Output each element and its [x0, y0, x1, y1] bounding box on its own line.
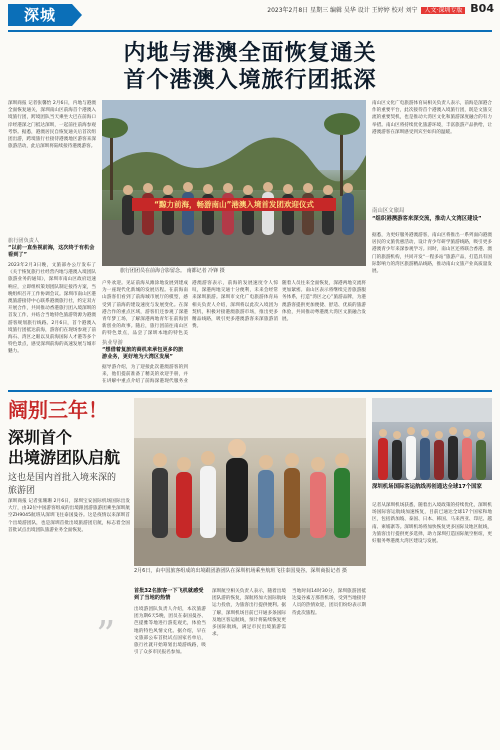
sidebar-head-1: “组织港澳游客来深交流，推动人文湾区建设” — [372, 215, 482, 222]
sidebar-section-1 — [372, 208, 492, 223]
story2-header — [8, 398, 128, 498]
welcome-banner: “黥力前海，畅游南山”港澳入境首发团欢迎仪式 — [132, 198, 336, 211]
story2-col-b: 深圳航空相关负责人表示，随着出境团队游的恢复，深航将加大国际航线运力投放，为旅客出行提供便利。据了解，深圳机场目前已开通多条国际及地区客运航线，预计将陆续恢复更多国际航线，满足市民出境旅游需求。 — [212, 589, 286, 638]
sidebar-photo — [372, 398, 492, 480]
crowd-photo-illustration — [372, 398, 492, 480]
story2-col-c: 当地时间14时30分，深圳旅游团抵达曼谷素万那普机场，受到当地接待人员的热情欢迎，团员们纷纷表示期待此次旅程。 — [292, 589, 366, 616]
group-photo-illustration — [102, 100, 366, 266]
story2-deck-1: 这也是国内首批入境来深的 — [8, 473, 117, 483]
story1-col2: 户外欢迎。见证前海从滩涂地发展到建成为一座现代化新城的发展历程。在前海南山游客们看到了前海城市展厅的模型，感受到了前海的建设速度与发展变化。在深港合作的重点区域，游客们还参观了深港青年梦工场，了解深港两地青年在前海创新创业的故事。随后，旅行团前往南山区的特色景点，品尝了深圳本地的特色美 — [102, 281, 188, 336]
quote-mark-icon: ” — [96, 613, 116, 657]
main-headline — [30, 40, 470, 94]
story1-subhead-1-title: 旅行团负责人 — [8, 238, 40, 244]
story1-subhead-1 — [8, 238, 96, 259]
sidebar-body-2: 据悉，为更好服务港澳游客，南山区将推出一系列面向港澳居民的文旅优惠活动，设计青少年研学旅游线路，吸引更多港澳青少年来深参观学习。同时，南山区还将联合香港、澳门的旅游机构，共同开发“一程多站”旅游产品，打造具有国际影响力的湾区旅游精品线路，推动南山文旅产业高质量发展。 — [372, 233, 492, 275]
edition-badge: 人文·深圳专版 — [421, 7, 465, 14]
story2-title-1: 深圳首个 — [8, 428, 73, 447]
story1-subhead-1-quote: “以前一直坐视前海，这次终于有机会看到了” — [8, 245, 95, 258]
story1-body-1: 2023年2月3日晚，文旅部办公厅发布了《关于恢复旅行社经营内地与港澳入境团队旅游业务的通知》，深圳市南山区政府迅速响应，立即组织策划团队制定接待方案，当晚组织召开工作协调会议。深圳市南山区港澳旅游接待中心联系港澳旅行社，约定双方开展合作，共同推动香港旅行团入境深圳的首发工作，并结合当地特色旅游资源为港澳游客规划旅行线路。2月6日，首个港澳入境旅行团抵达前海，游客们在现场参观了前海石、湾区之眼以及前海国际人才港等多个特色景点，感受深圳前海的高速发展与城市魅力。 — [8, 263, 96, 355]
airport-photo-illustration — [134, 398, 366, 566]
story1-body-2: 据导游介绍，为了迎接此次港澳游客的到来，他们提前准备了精美的欢迎手册，并在讲解中重点介绍了前海深港现代服务业 — [102, 365, 188, 385]
page-number: B04 — [470, 2, 494, 15]
story1-photo-caption: 旅行团团员在前海合影留念。 南都记者 冷锋 摄 — [120, 268, 225, 274]
issue-meta — [267, 2, 494, 15]
headline-line-2: 首个港澳入境旅行团抵深 — [123, 68, 377, 93]
headline-line-1: 内地与港澳全面恢复通关 — [123, 41, 377, 66]
story2-deck-2: 旅游团 — [8, 486, 36, 496]
story2-intro: 深圳商报 记者张珊珊 2月6日，深圳宝安国际机场国际出发大厅，由32位中国游客组成的出境跟团游旅游团乘坐深圳航空ZH9045航班从深圳飞往泰国曼谷。这是疫情以来深圳首个出境游团队，也是深圳首批出境旅游团启航，标志着全国首批试点出境团队旅游业务全面恢复。 — [8, 499, 130, 533]
story1-col3: 港澳游客表示，前海的发展速度令人惊叹，深港两地交通十分便利，未来会经常来深圳旅游。深圳市文化广电旅游体育局相关负责人介绍，深圳将以此次入境团为契机，积极对接港澳旅游市场，推出更多精品线路，吸引更多港澳游客来深旅游消费。 — [192, 281, 278, 330]
story1-subhead-2 — [102, 340, 188, 361]
section-tag: 深城 — [8, 4, 72, 26]
story2-photo — [134, 398, 366, 566]
story1-photo — [102, 100, 366, 266]
story2-side-body: 记者从深圳机场获悉，随着出入境政策的持续优化，深圳机场国际客运航线加速恢复，目前已通达全球17个国家和地区，包括新加坡、泰国、日本、韩国、马来西亚、印尼、越南、柬埔寨等。深圳机场将加快恢复更多国际及地区航线，为旅客出行提供更多选择，助力深圳打造国际航空枢纽，更好服务粤港澳大湾区建设与发展。 — [372, 503, 492, 545]
story1-col4: 随着人员往来全面恢复，深港两地交流将更加紧密。南山区表示将继续完善旅游服务体系，打造“湾区之心”旅游品牌，为港澳游客提供更加便捷、舒适、优质的旅游体验，共同推动粤港澳大湾区文旅融合发展。 — [282, 281, 366, 323]
story2-col-a: 出境游团队负责人介绍，本次旅游团为期6天5晚，团员在泰国曼谷、芭提雅等地进行游览观光，体验当地的特色风情文化。据介绍，早在文旅部公布首批试点国家名单后，旅行社就开始筹划出境游线路，吸引了众多市民报名参加。 — [134, 607, 206, 656]
story1-intro: 深圳商报 记者张馨怡 2月6日，内地与港澳全面恢复通关，深圳南山区前海首个港澳入境旅行团，跨境团队当天乘坐大巴在前海口岸经港深之门抵达深圳，一起前往前海参观考察。据悉，港澳居民自恢复通关后首次组团出游，跨境旅行社接待港澳地区游客来深旅游活动，此后深圳将陆续接待港澳游客。 — [8, 101, 96, 150]
page-header — [0, 0, 500, 32]
sidebar-title-1: 南山区文旅局 — [372, 208, 405, 214]
story2-subhead: 首批32名旅客一下飞机就感受到了当地的热情 — [134, 588, 204, 601]
sidebar-body-1: 南山区文化广电旅游体育局相关负责人表示，前海是深港合作的重要平台，此次接待首个港澳入境旅行团，既是文旅交流的重要契机，也是推动大湾区文化和旅游深度融合的有力举措。南山区将持续优化旅游环境，丰富旅游产品供给，让港澳游客在深圳感受到宾至如归的温暖。 — [372, 101, 492, 135]
story2-kicker: 阔别三年！ — [8, 398, 108, 422]
issue-date-line: 2023年2月8日 星期三 编辑 吴华 设计 王婷婷 校对 刘宁 — [267, 7, 418, 14]
header-rule — [8, 30, 492, 32]
story2-side-head: 深圳机场国际客运航线再创通达全球17个国家 — [372, 484, 482, 490]
section-divider — [8, 390, 492, 392]
story2-title-2: 出境游团队启航 — [8, 448, 121, 467]
story1-subhead-2-quote: “想借着复旅的商机来承包更多的旅游业务，更好地为大湾区发展” — [102, 347, 184, 360]
story1-subhead-2-title: 执业导游 — [102, 340, 123, 346]
story2-photo-caption: 2月6日，由中国旅客组成的出境跟团游团队在深圳机场乘坐航班飞往泰国曼谷。深圳商报记者 摄 — [134, 568, 347, 574]
